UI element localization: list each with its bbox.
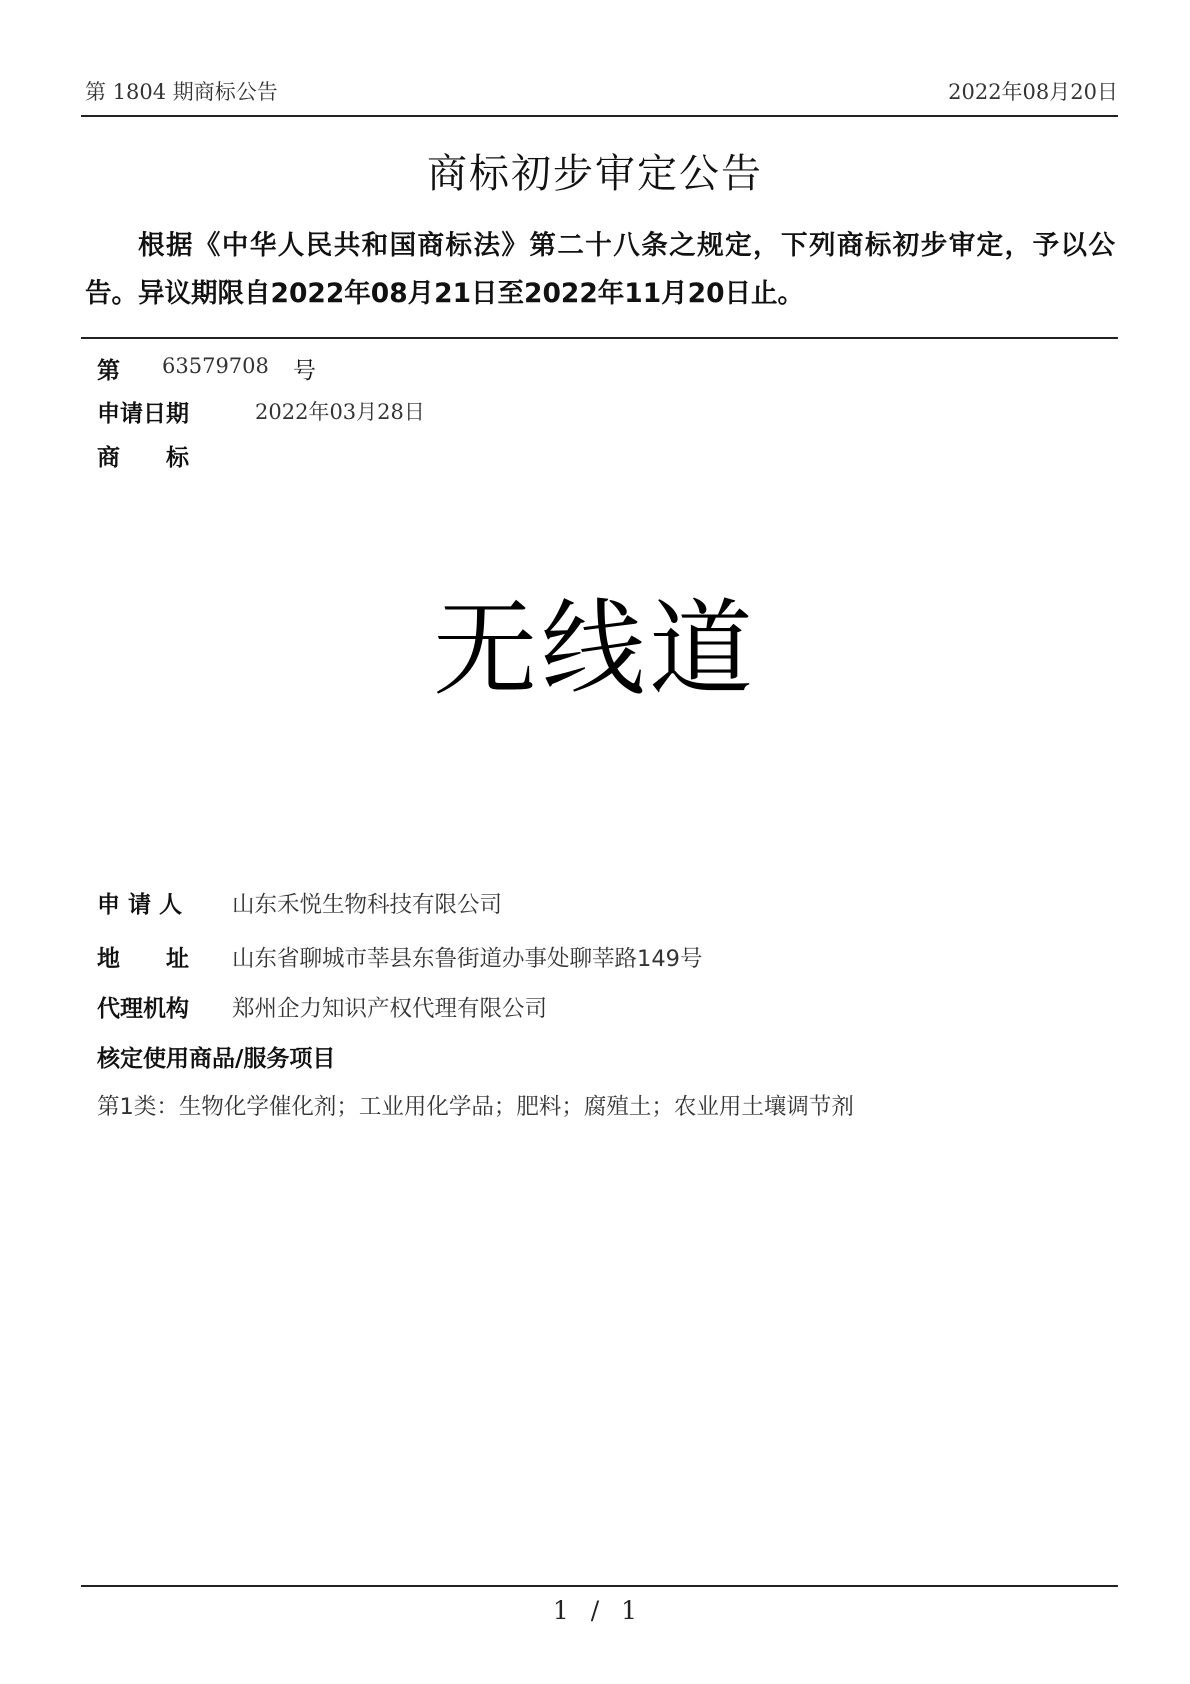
trademark-label: 商 标 [97,445,189,471]
publication-date: 2022年08月20日 [948,80,1118,104]
announcement-intro: 根据《中华人民共和国商标法》第二十八条之规定，下列商标初步审定，予以公告。异议期限自2022年08月21日至2022年11月20日止。 [85,230,1115,309]
footer-divider [81,1585,1118,1587]
applicant-label: 申 请 人 [97,892,183,918]
section-divider [81,337,1118,339]
registration-number: 63579708 [162,354,269,378]
page-current: 1 [552,1596,569,1625]
page-total: 1 [621,1596,638,1625]
page-title: 商标初步审定公告 [427,151,763,197]
trademark-mark: 无线道 [432,588,757,710]
number-label-prefix: 第 [97,358,120,384]
application-date-label: 申请日期 [97,401,189,427]
page-separator: / [590,1596,600,1625]
agency-name: 郑州企力知识产权代理有限公司 [232,996,548,1022]
applicant-name: 山东禾悦生物科技有限公司 [232,892,503,918]
agency-label: 代理机构 [97,996,189,1022]
header-divider [81,115,1118,117]
applicant-address: 山东省聊城市莘县东鲁街道办事处聊莘路149号 [232,946,703,972]
number-label-suffix: 号 [293,358,316,384]
goods-services-label: 核定使用商品/服务项目 [97,1046,336,1072]
address-label: 地 址 [97,946,189,972]
issue-number: 第 1804 期商标公告 [85,80,278,104]
goods-services-list: 第1类：生物化学催化剂；工业用化学品；肥料；腐殖土；农业用土壤调节剂 [97,1094,854,1120]
page-indicator [0,1596,1190,1625]
application-date: 2022年03月28日 [255,400,425,424]
